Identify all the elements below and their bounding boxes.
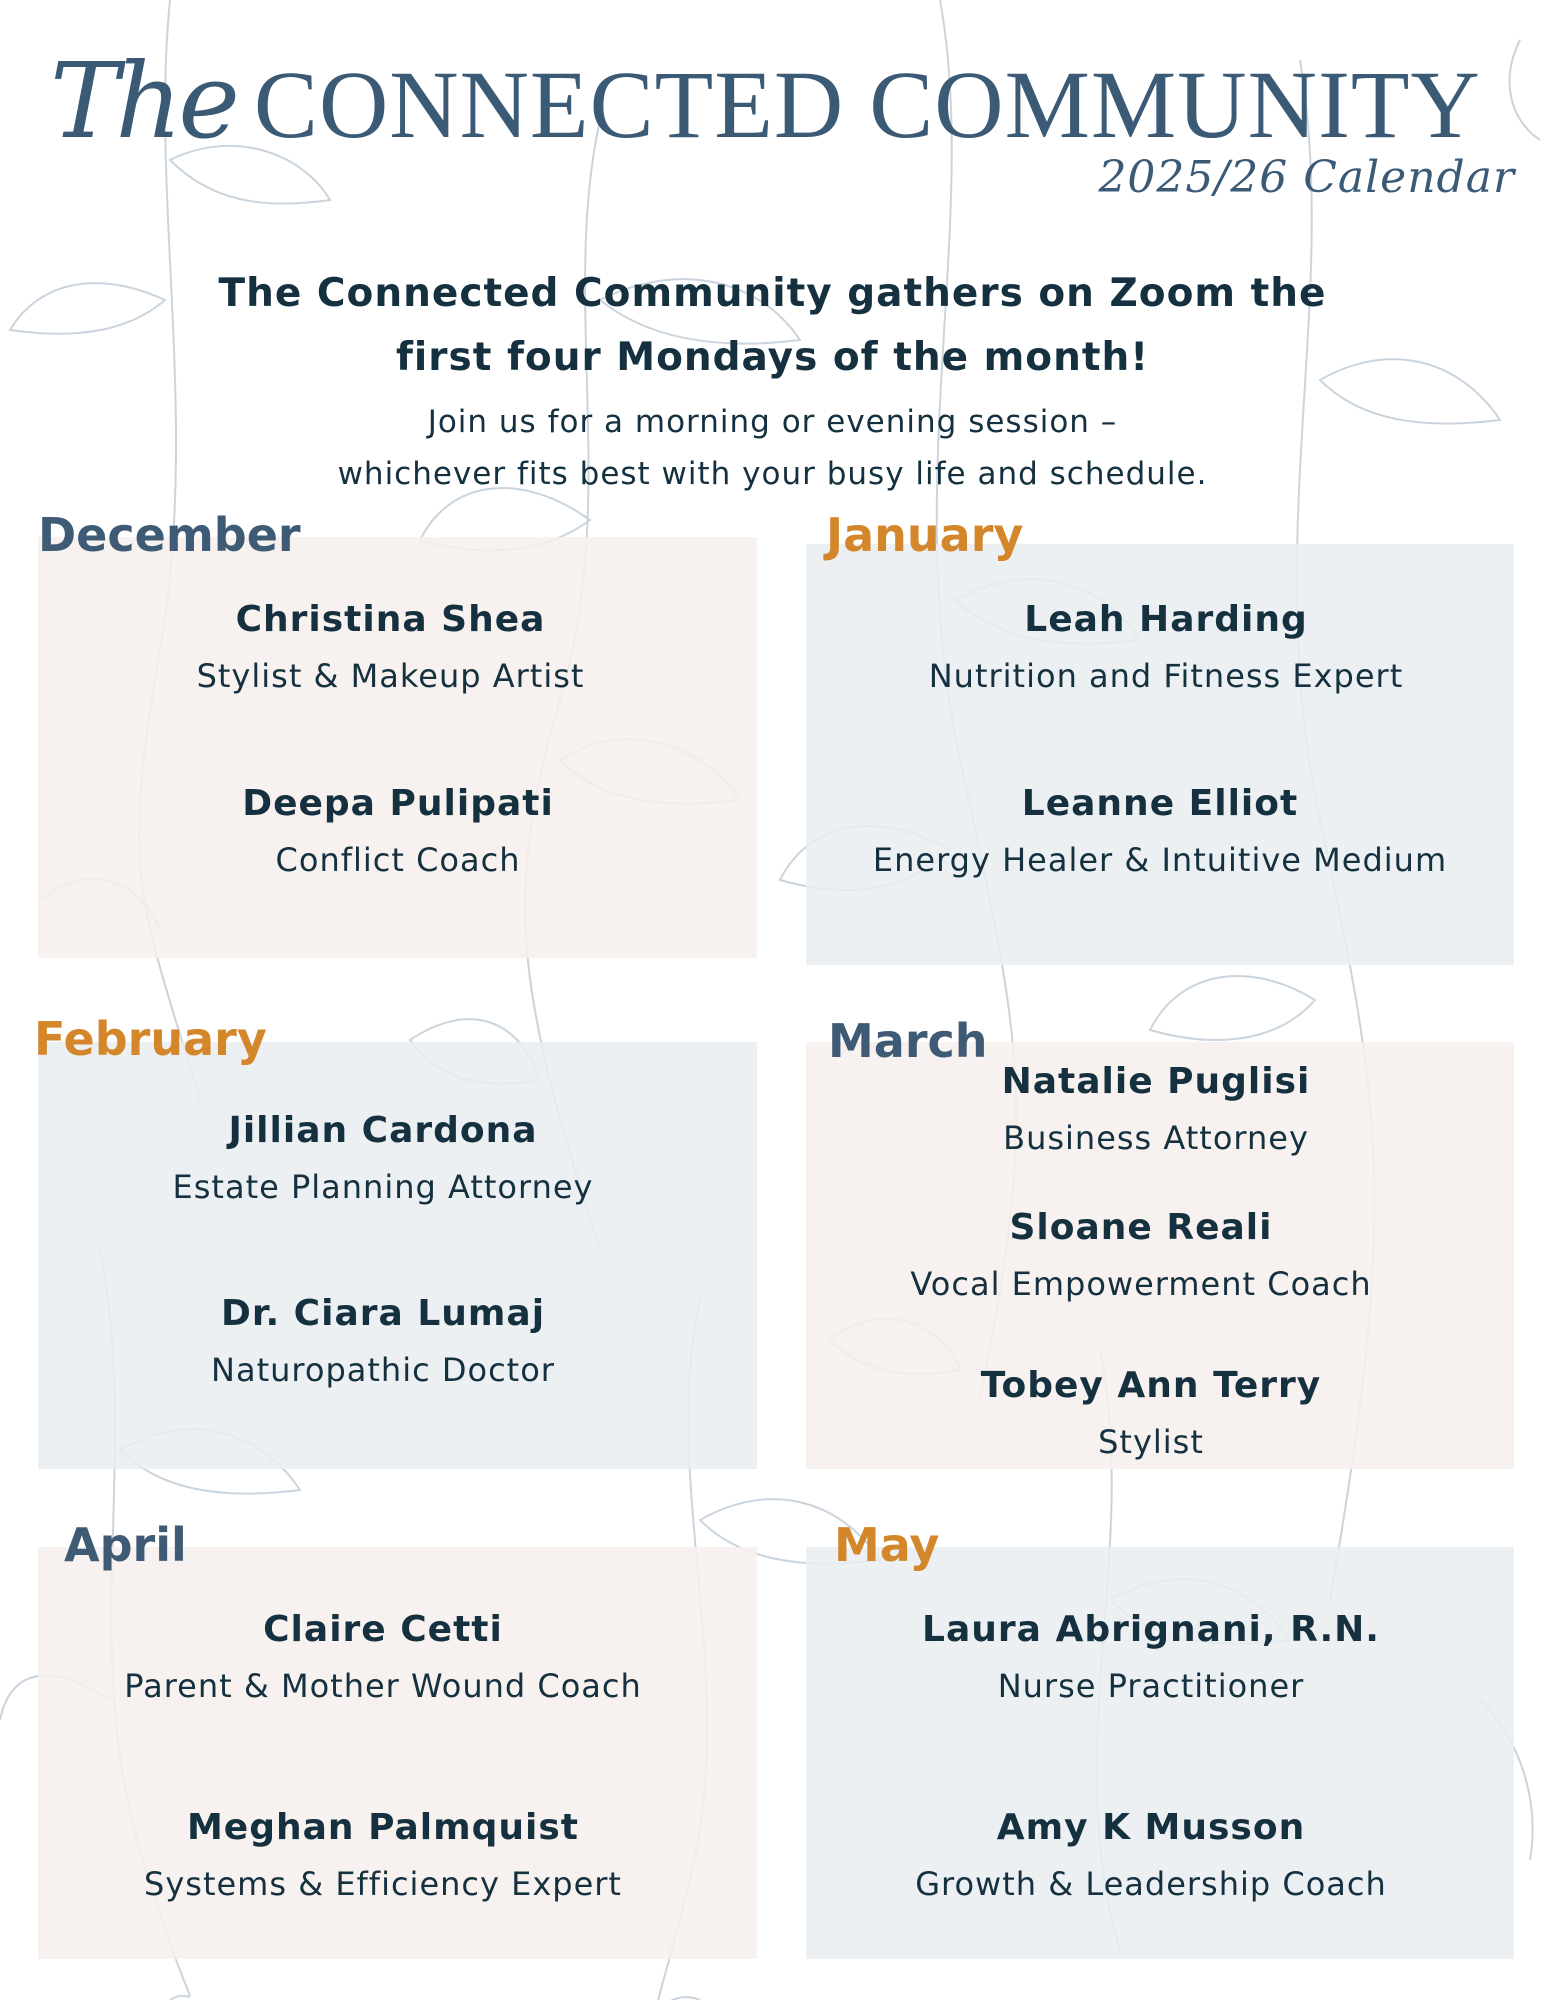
speaker-role: Parent & Mother Wound Coach bbox=[124, 1667, 642, 1705]
speaker-entry bbox=[38, 596, 743, 700]
speaker-entry bbox=[806, 1058, 1506, 1162]
speaker-entry bbox=[38, 780, 758, 884]
speaker-role: Naturopathic Doctor bbox=[211, 1351, 555, 1389]
intro-body-line2: whichever fits best with your busy life and schedule. bbox=[337, 456, 1208, 492]
speaker-entry bbox=[38, 1606, 728, 1710]
month-heading: May bbox=[834, 1518, 940, 1572]
speaker-role: Nurse Practitioner bbox=[997, 1667, 1305, 1705]
speaker-entry bbox=[806, 780, 1514, 884]
speaker-entry bbox=[38, 1290, 728, 1394]
speaker-name: Dr. Ciara Lumaj bbox=[220, 1293, 546, 1334]
speaker-role: Systems & Efficiency Expert bbox=[144, 1865, 622, 1903]
calendar-subtitle: 2025/26 Calendar bbox=[1098, 152, 1515, 203]
page-title bbox=[50, 40, 1510, 160]
speaker-role: Conflict Coach bbox=[275, 841, 521, 879]
speaker-entry bbox=[38, 1107, 728, 1211]
speaker-name: Claire Cetti bbox=[263, 1609, 503, 1650]
speaker-role: Estate Planning Attorney bbox=[172, 1168, 594, 1206]
speaker-role: Stylist bbox=[1098, 1423, 1204, 1461]
speaker-entry bbox=[806, 1804, 1496, 1908]
speaker-name: Jillian Cardona bbox=[228, 1110, 538, 1151]
intro-heading-line1: The Connected Community gathers on Zoom the bbox=[218, 271, 1327, 316]
title-script-word: The bbox=[50, 40, 236, 162]
speaker-name: Laura Abrignani, R.N. bbox=[922, 1609, 1380, 1650]
month-heading: February bbox=[34, 1012, 267, 1066]
speaker-name: Meghan Palmquist bbox=[186, 1807, 580, 1848]
intro-heading bbox=[0, 262, 1545, 390]
month-heading: December bbox=[38, 508, 301, 562]
speaker-role: Growth & Leadership Coach bbox=[915, 1865, 1387, 1903]
speaker-name: Natalie Puglisi bbox=[1001, 1061, 1311, 1102]
speaker-name: Tobey Ann Terry bbox=[980, 1365, 1322, 1406]
intro-body-line1: Join us for a morning or evening session – bbox=[427, 404, 1118, 440]
month-heading: January bbox=[826, 508, 1024, 562]
speaker-entry bbox=[806, 1362, 1496, 1466]
speaker-name: Leah Harding bbox=[1024, 599, 1308, 640]
speaker-role: Business Attorney bbox=[1003, 1119, 1309, 1157]
title-text: CONNECTED COMMUNITY bbox=[253, 51, 1481, 158]
month-heading: April bbox=[64, 1518, 187, 1572]
speaker-name: Christina Shea bbox=[235, 599, 546, 640]
speaker-name: Amy K Musson bbox=[996, 1807, 1306, 1848]
speaker-name: Sloane Reali bbox=[1009, 1207, 1273, 1248]
month-heading: March bbox=[828, 1014, 988, 1068]
intro-heading-line2: first four Mondays of the month! bbox=[395, 335, 1150, 380]
speaker-entry bbox=[806, 1606, 1496, 1710]
speaker-role: Nutrition and Fitness Expert bbox=[928, 657, 1404, 695]
speaker-role: Stylist & Makeup Artist bbox=[196, 657, 585, 695]
intro-body bbox=[0, 396, 1545, 500]
speaker-name: Deepa Pulipati bbox=[242, 783, 554, 824]
speaker-entry bbox=[38, 1804, 728, 1908]
speaker-name: Leanne Elliot bbox=[1021, 783, 1299, 824]
speaker-role: Vocal Empowerment Coach bbox=[910, 1265, 1372, 1303]
speaker-role: Energy Healer & Intuitive Medium bbox=[872, 841, 1448, 879]
speaker-entry bbox=[806, 1204, 1476, 1308]
speaker-entry bbox=[806, 596, 1526, 700]
